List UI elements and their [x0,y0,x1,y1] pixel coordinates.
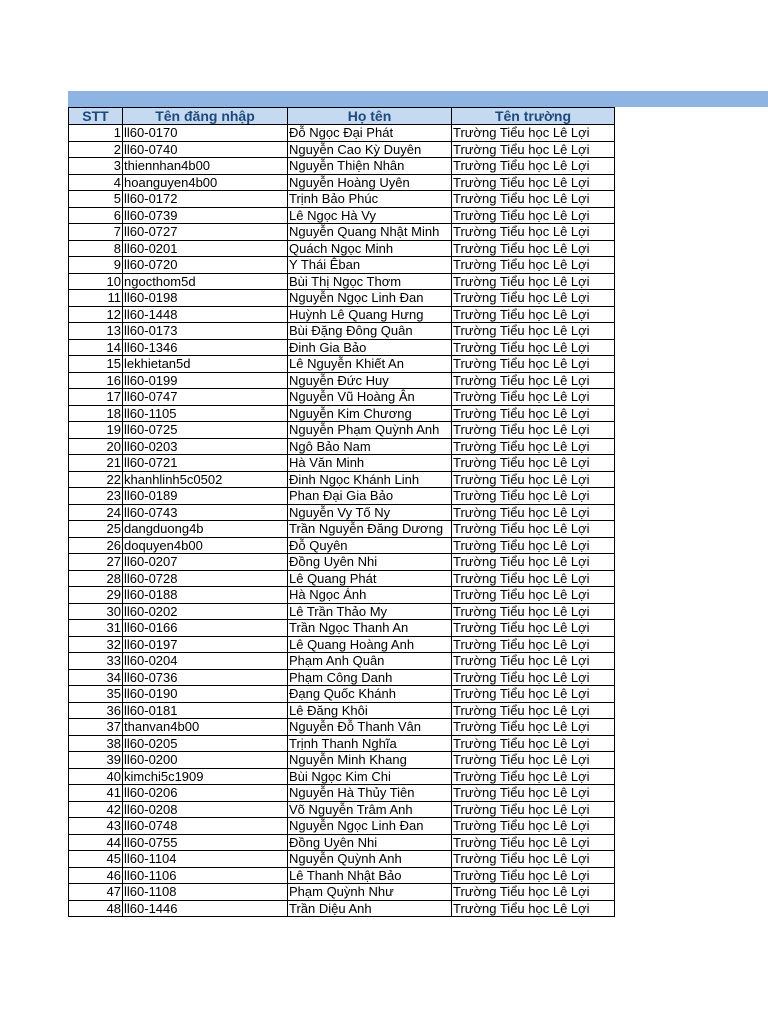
table-row [69,339,615,356]
cell-school[interactable]: Trường Tiểu học Lê Lợi [452,900,615,917]
cell-fullname[interactable]: Lê Trần Thảo My [288,603,452,620]
cell-fullname[interactable]: Lê Thanh Nhật Bảo [288,867,452,884]
cell-username[interactable]: ll60-0197 [123,636,288,653]
cell-fullname[interactable]: Hà Văn Minh [288,455,452,472]
cell-fullname[interactable]: Lê Quang Phát [288,570,452,587]
cell-stt[interactable]: 34 [69,669,123,686]
table-row [69,290,615,307]
cell-username[interactable]: ll60-1108 [123,884,288,901]
table-row [69,768,615,785]
cell-stt[interactable]: 31 [69,620,123,637]
cell-stt[interactable]: 2 [69,141,123,158]
cell-stt[interactable]: 11 [69,290,123,307]
cell-username[interactable]: ll60-0207 [123,554,288,571]
cell-stt[interactable]: 14 [69,339,123,356]
cell-stt[interactable]: 48 [69,900,123,917]
cell-school[interactable]: Trường Tiểu học Lê Lợi [452,504,615,521]
cell-fullname[interactable]: Nguyễn Phạm Quỳnh Anh [288,422,452,439]
table-header [69,108,615,125]
cell-stt[interactable]: 20 [69,438,123,455]
cell-school[interactable]: Trường Tiểu học Lê Lợi [452,339,615,356]
cell-username[interactable]: ll60-1448 [123,306,288,323]
cell-stt[interactable]: 3 [69,158,123,175]
table-row [69,389,615,406]
header-row [69,108,615,125]
table-row [69,191,615,208]
cell-username[interactable]: kimchi5c1909 [123,768,288,785]
cell-username[interactable]: ll60-0748 [123,818,288,835]
cell-stt[interactable]: 15 [69,356,123,373]
cell-fullname[interactable]: Quách Ngọc Minh [288,240,452,257]
cell-school[interactable]: Trường Tiểu học Lê Lợi [452,669,615,686]
table-row [69,620,615,637]
cell-stt[interactable]: 29 [69,587,123,604]
cell-username[interactable]: khanhlinh5c0502 [123,471,288,488]
cell-username[interactable]: ll60-1346 [123,339,288,356]
table-row [69,554,615,571]
cell-stt[interactable]: 18 [69,405,123,422]
table-row [69,240,615,257]
cell-school[interactable]: Trường Tiểu học Lê Lợi [452,768,615,785]
header-band [68,91,768,107]
cell-school[interactable]: Trường Tiểu học Lê Lợi [452,801,615,818]
cell-stt[interactable]: 47 [69,884,123,901]
table-row [69,653,615,670]
table-row [69,867,615,884]
cell-school[interactable]: Trường Tiểu học Lê Lợi [452,422,615,439]
table-row [69,273,615,290]
cell-username[interactable]: ll60-0740 [123,141,288,158]
table-row [69,306,615,323]
cell-username[interactable]: ll60-0204 [123,653,288,670]
cell-stt[interactable]: 16 [69,372,123,389]
table-row [69,471,615,488]
cell-fullname[interactable]: Bùi Đặng Đông Quân [288,323,452,340]
cell-fullname[interactable]: Hà Ngọc Ánh [288,587,452,604]
cell-stt[interactable]: 33 [69,653,123,670]
cell-stt[interactable]: 9 [69,257,123,274]
cell-username[interactable]: ll60-0189 [123,488,288,505]
cell-school[interactable]: Trường Tiểu học Lê Lợi [452,158,615,175]
cell-stt[interactable]: 40 [69,768,123,785]
cell-school[interactable]: Trường Tiểu học Lê Lợi [452,207,615,224]
cell-stt[interactable]: 6 [69,207,123,224]
cell-username[interactable]: ll60-0206 [123,785,288,802]
table-row [69,521,615,538]
cell-school[interactable]: Trường Tiểu học Lê Lợi [452,372,615,389]
cell-fullname[interactable]: Trần Diệu Anh [288,900,452,917]
cell-stt[interactable]: 35 [69,686,123,703]
cell-school[interactable]: Trường Tiểu học Lê Lợi [452,867,615,884]
cell-fullname[interactable]: Đồng Uyên Nhi [288,554,452,571]
cell-fullname[interactable]: Nguyễn Đỗ Thanh Vân [288,719,452,736]
cell-fullname[interactable]: Nguyễn Hà Thủy Tiên [288,785,452,802]
column-header-stt[interactable]: STT [69,108,123,125]
cell-username[interactable]: thanvan4b00 [123,719,288,736]
cell-fullname[interactable]: Y Thái Êban [288,257,452,274]
cell-school[interactable]: Trường Tiểu học Lê Lợi [452,257,615,274]
cell-fullname[interactable]: Nguyễn Vy Tố Ny [288,504,452,521]
cell-fullname[interactable]: Trịnh Thanh Nghĩa [288,735,452,752]
cell-school[interactable]: Trường Tiểu học Lê Lợi [452,224,615,241]
cell-school[interactable]: Trường Tiểu học Lê Lợi [452,620,615,637]
cell-school[interactable]: Trường Tiểu học Lê Lợi [452,191,615,208]
cell-username[interactable]: ll60-0721 [123,455,288,472]
column-header-school[interactable]: Tên trường [452,108,615,125]
cell-fullname[interactable]: Nguyễn Kim Chương [288,405,452,422]
table-row [69,125,615,142]
cell-username[interactable]: ll60-0190 [123,686,288,703]
table-row [69,257,615,274]
table-row [69,719,615,736]
cell-stt[interactable]: 5 [69,191,123,208]
cell-school[interactable]: Trường Tiểu học Lê Lợi [452,735,615,752]
cell-stt[interactable]: 19 [69,422,123,439]
cell-stt[interactable]: 1 [69,125,123,142]
cell-school[interactable]: Trường Tiểu học Lê Lợi [452,587,615,604]
cell-username[interactable]: ll60-0199 [123,372,288,389]
cell-school[interactable]: Trường Tiểu học Lê Lợi [452,471,615,488]
table-row [69,207,615,224]
cell-fullname[interactable]: Đinh Ngọc Khánh Linh [288,471,452,488]
cell-stt[interactable]: 21 [69,455,123,472]
table-row [69,801,615,818]
cell-stt[interactable]: 37 [69,719,123,736]
cell-stt[interactable]: 30 [69,603,123,620]
cell-school[interactable]: Trường Tiểu học Lê Lợi [452,521,615,538]
cell-school[interactable]: Trường Tiểu học Lê Lợi [452,603,615,620]
cell-school[interactable]: Trường Tiểu học Lê Lợi [452,686,615,703]
table-row [69,818,615,835]
cell-fullname[interactable]: Phan Đại Gia Bảo [288,488,452,505]
cell-fullname[interactable]: Nguyễn Ngọc Linh Đan [288,290,452,307]
cell-school[interactable]: Trường Tiểu học Lê Lợi [452,851,615,868]
cell-stt[interactable]: 25 [69,521,123,538]
cell-school[interactable]: Trường Tiểu học Lê Lợi [452,356,615,373]
cell-stt[interactable]: 41 [69,785,123,802]
cell-stt[interactable]: 8 [69,240,123,257]
table-row [69,438,615,455]
table-row [69,752,615,769]
cell-school[interactable]: Trường Tiểu học Lê Lợi [452,125,615,142]
table-row [69,785,615,802]
cell-fullname[interactable]: Phạm Anh Quân [288,653,452,670]
table-row [69,455,615,472]
table-row [69,174,615,191]
cell-username[interactable]: ll60-0172 [123,191,288,208]
cell-stt[interactable]: 27 [69,554,123,571]
cell-fullname[interactable]: Lê Ngọc Hà Vy [288,207,452,224]
cell-school[interactable]: Trường Tiểu học Lê Lợi [452,702,615,719]
table-row [69,141,615,158]
cell-username[interactable]: hoanguyen4b00 [123,174,288,191]
cell-fullname[interactable]: Nguyễn Thiện Nhân [288,158,452,175]
cell-fullname[interactable]: Lê Nguyễn Khiết An [288,356,452,373]
cell-stt[interactable]: 23 [69,488,123,505]
cell-school[interactable]: Trường Tiểu học Lê Lợi [452,752,615,769]
cell-stt[interactable]: 22 [69,471,123,488]
cell-fullname[interactable]: Nguyễn Minh Khang [288,752,452,769]
cell-username[interactable]: ll60-1106 [123,867,288,884]
cell-school[interactable]: Trường Tiểu học Lê Lợi [452,834,615,851]
cell-fullname[interactable]: Nguyễn Vũ Hoàng Ân [288,389,452,406]
table-row [69,537,615,554]
table-row [69,900,615,917]
table-row [69,356,615,373]
cell-stt[interactable]: 7 [69,224,123,241]
student-account-table [68,107,615,917]
table-row [69,224,615,241]
cell-username[interactable]: ll60-1105 [123,405,288,422]
cell-fullname[interactable]: Đồng Uyên Nhi [288,834,452,851]
cell-fullname[interactable]: Đạng Quốc Khánh [288,686,452,703]
cell-stt[interactable]: 43 [69,818,123,835]
table-row [69,834,615,851]
cell-fullname[interactable]: Trần Ngọc Thanh An [288,620,452,637]
cell-username[interactable]: doquyen4b00 [123,537,288,554]
cell-username[interactable]: ll60-0200 [123,752,288,769]
table-row [69,686,615,703]
cell-school[interactable]: Trường Tiểu học Lê Lợi [452,785,615,802]
cell-school[interactable]: Trường Tiểu học Lê Lợi [452,653,615,670]
cell-stt[interactable]: 39 [69,752,123,769]
cell-username[interactable]: ll60-0170 [123,125,288,142]
cell-stt[interactable]: 45 [69,851,123,868]
cell-fullname[interactable]: Nguyễn Cao Kỳ Duyên [288,141,452,158]
cell-username[interactable]: ll60-0755 [123,834,288,851]
cell-school[interactable]: Trường Tiểu học Lê Lợi [452,306,615,323]
cell-username[interactable]: ll60-0208 [123,801,288,818]
cell-stt[interactable]: 32 [69,636,123,653]
table-row [69,422,615,439]
cell-school[interactable]: Trường Tiểu học Lê Lợi [452,570,615,587]
cell-school[interactable]: Trường Tiểu học Lê Lợi [452,389,615,406]
table-row [69,669,615,686]
cell-fullname[interactable]: Đinh Gia Bảo [288,339,452,356]
cell-fullname[interactable]: Lê Quang Hoàng Anh [288,636,452,653]
table-row [69,570,615,587]
cell-stt[interactable]: 10 [69,273,123,290]
cell-username[interactable]: ll60-1104 [123,851,288,868]
cell-fullname[interactable]: Bùi Ngọc Kim Chi [288,768,452,785]
cell-school[interactable]: Trường Tiểu học Lê Lợi [452,455,615,472]
cell-stt[interactable]: 42 [69,801,123,818]
cell-school[interactable]: Trường Tiểu học Lê Lợi [452,273,615,290]
cell-stt[interactable]: 4 [69,174,123,191]
cell-fullname[interactable]: Trần Nguyễn Đăng Dương [288,521,452,538]
cell-username[interactable]: ll60-0198 [123,290,288,307]
cell-fullname[interactable]: Võ Nguyễn Trâm Anh [288,801,452,818]
cell-school[interactable]: Trường Tiểu học Lê Lợi [452,554,615,571]
cell-school[interactable]: Trường Tiểu học Lê Lợi [452,174,615,191]
cell-username[interactable]: ll60-0201 [123,240,288,257]
cell-school[interactable]: Trường Tiểu học Lê Lợi [452,818,615,835]
cell-school[interactable]: Trường Tiểu học Lê Lợi [452,438,615,455]
cell-stt[interactable]: 12 [69,306,123,323]
table-row [69,603,615,620]
table-body [69,125,615,917]
cell-fullname[interactable]: Phạm Quỳnh Như [288,884,452,901]
column-header-username[interactable]: Tên đăng nhập [123,108,288,125]
cell-stt[interactable]: 38 [69,735,123,752]
cell-school[interactable]: Trường Tiểu học Lê Lợi [452,141,615,158]
cell-username[interactable]: ll60-0203 [123,438,288,455]
cell-username[interactable]: thiennhan4b00 [123,158,288,175]
cell-stt[interactable]: 28 [69,570,123,587]
table-row [69,323,615,340]
cell-username[interactable]: ll60-0166 [123,620,288,637]
table-row [69,636,615,653]
cell-stt[interactable]: 24 [69,504,123,521]
cell-fullname[interactable]: Nguyễn Quỳnh Anh [288,851,452,868]
cell-username[interactable]: ll60-0743 [123,504,288,521]
cell-stt[interactable]: 36 [69,702,123,719]
cell-username[interactable]: ll60-0205 [123,735,288,752]
cell-school[interactable]: Trường Tiểu học Lê Lợi [452,884,615,901]
table-row [69,372,615,389]
cell-stt[interactable]: 26 [69,537,123,554]
cell-fullname[interactable]: Phạm Công Danh [288,669,452,686]
table-row [69,504,615,521]
cell-username[interactable]: ll60-0173 [123,323,288,340]
cell-username[interactable]: dangduong4b [123,521,288,538]
cell-username[interactable]: ll60-0725 [123,422,288,439]
cell-fullname[interactable]: Huỳnh Lê Quang Hưng [288,306,452,323]
cell-fullname[interactable]: Đỗ Ngọc Đại Phát [288,125,452,142]
cell-username[interactable]: ll60-0736 [123,669,288,686]
cell-username[interactable]: ll60-0720 [123,257,288,274]
cell-school[interactable]: Trường Tiểu học Lê Lợi [452,405,615,422]
cell-fullname[interactable]: Lê Đăng Khôi [288,702,452,719]
cell-fullname[interactable]: Nguyễn Hoàng Uyên [288,174,452,191]
cell-stt[interactable]: 46 [69,867,123,884]
column-header-fullname[interactable]: Họ tên [288,108,452,125]
table-row [69,735,615,752]
cell-school[interactable]: Trường Tiểu học Lê Lợi [452,323,615,340]
cell-school[interactable]: Trường Tiểu học Lê Lợi [452,537,615,554]
cell-username[interactable]: lekhietan5d [123,356,288,373]
cell-fullname[interactable]: Bùi Thị Ngọc Thơm [288,273,452,290]
cell-username[interactable]: ll60-0739 [123,207,288,224]
table-row [69,405,615,422]
cell-school[interactable]: Trường Tiểu học Lê Lợi [452,636,615,653]
cell-school[interactable]: Trường Tiểu học Lê Lợi [452,290,615,307]
cell-school[interactable]: Trường Tiểu học Lê Lợi [452,719,615,736]
table-row [69,587,615,604]
cell-fullname[interactable]: Đỗ Quyên [288,537,452,554]
cell-username[interactable]: ll60-0728 [123,570,288,587]
cell-school[interactable]: Trường Tiểu học Lê Lợi [452,240,615,257]
cell-username[interactable]: ll60-0202 [123,603,288,620]
cell-fullname[interactable]: Ngô Bảo Nam [288,438,452,455]
cell-username[interactable]: ll60-0188 [123,587,288,604]
table-row [69,851,615,868]
table-row [69,488,615,505]
cell-stt[interactable]: 44 [69,834,123,851]
cell-fullname[interactable]: Nguyễn Ngọc Linh Đan [288,818,452,835]
cell-stt[interactable]: 13 [69,323,123,340]
cell-school[interactable]: Trường Tiểu học Lê Lợi [452,488,615,505]
table-row [69,158,615,175]
cell-username[interactable]: ll60-0727 [123,224,288,241]
cell-username[interactable]: ll60-0747 [123,389,288,406]
cell-username[interactable]: ngocthom5d [123,273,288,290]
table-row [69,702,615,719]
table-row [69,884,615,901]
cell-fullname[interactable]: Trịnh Bảo Phúc [288,191,452,208]
cell-fullname[interactable]: Nguyễn Đức Huy [288,372,452,389]
cell-username[interactable]: ll60-0181 [123,702,288,719]
cell-stt[interactable]: 17 [69,389,123,406]
cell-username[interactable]: ll60-1446 [123,900,288,917]
cell-fullname[interactable]: Nguyễn Quang Nhật Minh [288,224,452,241]
